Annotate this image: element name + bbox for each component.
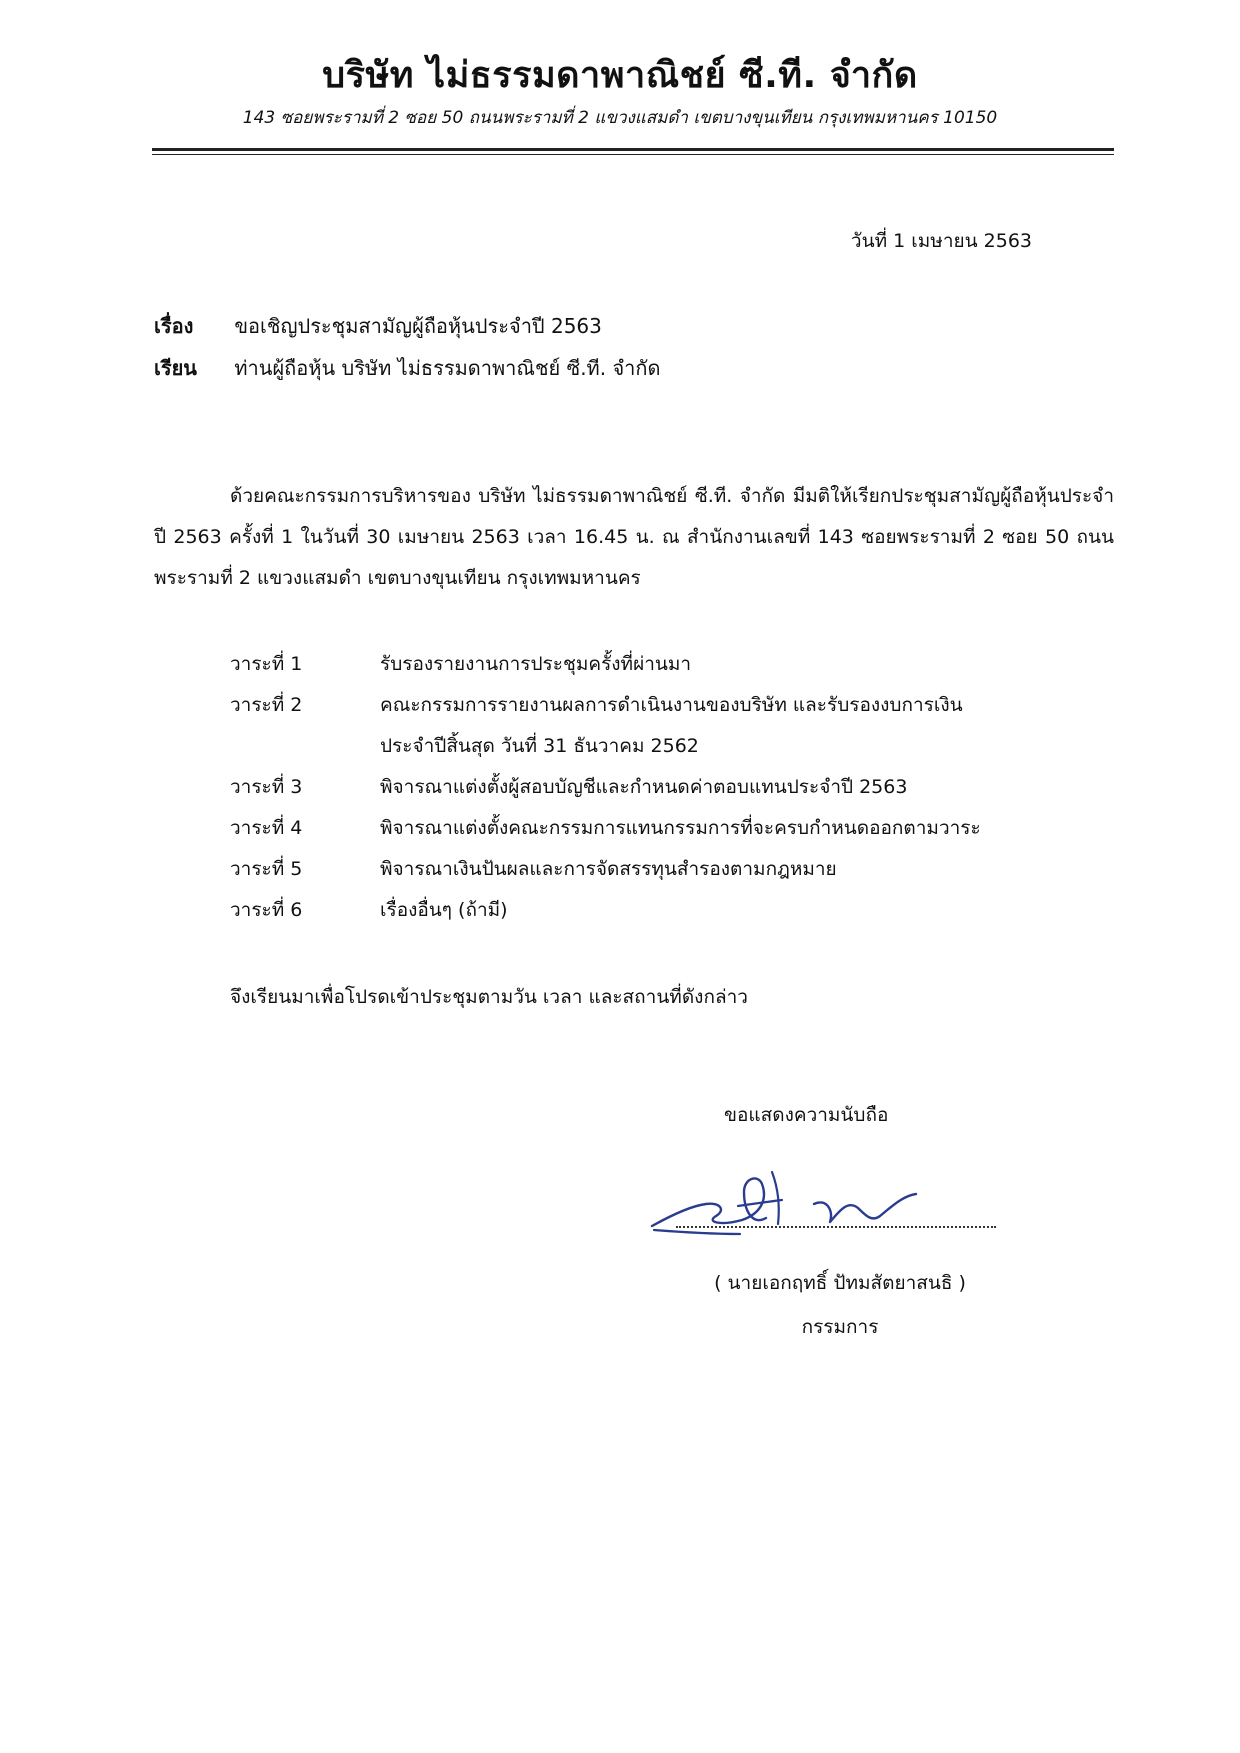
subject-text: ขอเชิญประชุมสามัญผู้ถือหุ้นประจำปี 2563 [234,314,602,338]
agenda-number [230,726,380,767]
subject-row [154,310,602,342]
signer-position-text: กรรมการ [801,1316,879,1338]
handwritten-signature [640,1160,1020,1260]
agenda-number: วาระที่ 1 [230,653,303,675]
agenda-item [230,644,1090,685]
recipient-label: เรียน [154,356,197,380]
agenda-item [230,685,1090,726]
agenda-number: วาระที่ 4 [230,817,303,839]
agenda-item [230,890,1090,931]
agenda-number: วาระที่ 3 [230,776,303,798]
agenda-text: พิจารณาเงินปันผลและการจัดสรรทุนสำรองตามกฎหมาย [380,858,837,880]
subject-label: เรื่อง [154,314,194,338]
agenda-number: วาระที่ 6 [230,899,303,921]
agenda-number: วาระที่ 5 [230,858,303,880]
signer-name-text: ( นายเอกฤทธิ์ ปัทมสัตยาสนธิ ) [714,1272,966,1294]
agenda-text: พิจารณาแต่งตั้งคณะกรรมการแทนกรรมการที่จะครบกำหนดออกตามวาระ [380,817,981,839]
company-address: 143 ซอยพระรามที่ 2 ซอย 50 ถนนพระรามที่ 2 แขวงแสมดำ เขตบางขุนเทียน กรุงเทพมหานคร 10150 [242,108,998,128]
agenda-list [230,644,1090,931]
recipient-text: ท่านผู้ถือหุ้น บริษัท ไม่ธรรมดาพาณิชย์ ซี.ที. จำกัด [234,356,661,380]
agenda-text: คณะกรรมการรายงานผลการดำเนินงานของบริษัท และรับรองงบการเงิน [380,694,963,716]
regards-text: ขอแสดงความนับถือ [724,1104,889,1126]
recipient-row [154,352,661,384]
agenda-text: รับรองรายงานการประชุมครั้งที่ผ่านมา [380,653,692,675]
letter-date: วันที่ 1 เมษายน 2563 [850,230,1032,252]
agenda-text: เรื่องอื่นๆ (ถ้ามี) [380,899,508,921]
agenda-item-continuation [230,726,1090,767]
signature-dotted-line [676,1226,996,1228]
agenda-number: วาระที่ 2 [230,694,303,716]
agenda-item [230,808,1090,849]
agenda-text: พิจารณาแต่งตั้งผู้สอบบัญชีและกำหนดค่าตอบแทนประจำปี 2563 [380,776,908,798]
body-paragraph: ด้วยคณะกรรมการบริหารของ บริษัท ไม่ธรรมดาพาณิชย์ ซี.ที. จำกัด มีมติให้เรียกประชุมสามัญผู้ถือหุ้นประจำปี 2563 ครั้งที่ 1 ในวันที่ 30 เมษายน 2563 เวลา 16.45 น. ณ สำนักงานเลขที่ 143 ซอยพระรามที่ 2 ซอย 50 ถนนพระรามที่ 2 แขวงแสมดำ เขตบางขุนเทียน กรุงเทพมหานคร [154,485,1114,589]
signer-name [0,1268,1240,1298]
agenda-text: ประจำปีสิ้นสุด วันที่ 31 ธันวาคม 2562 [380,735,699,757]
agenda-item [230,849,1090,890]
signer-position [0,1312,1240,1342]
header-rule-thick [152,148,1114,151]
agenda-item [230,767,1090,808]
company-name: บริษัท ไม่ธรรมดาพาณิชย์ ซี.ที. จำกัด [322,55,918,96]
header-rule-thin [152,154,1114,155]
closing-text: จึงเรียนมาเพื่อโปรดเข้าประชุมตามวัน เวลา และสถานที่ดังกล่าว [230,986,748,1008]
